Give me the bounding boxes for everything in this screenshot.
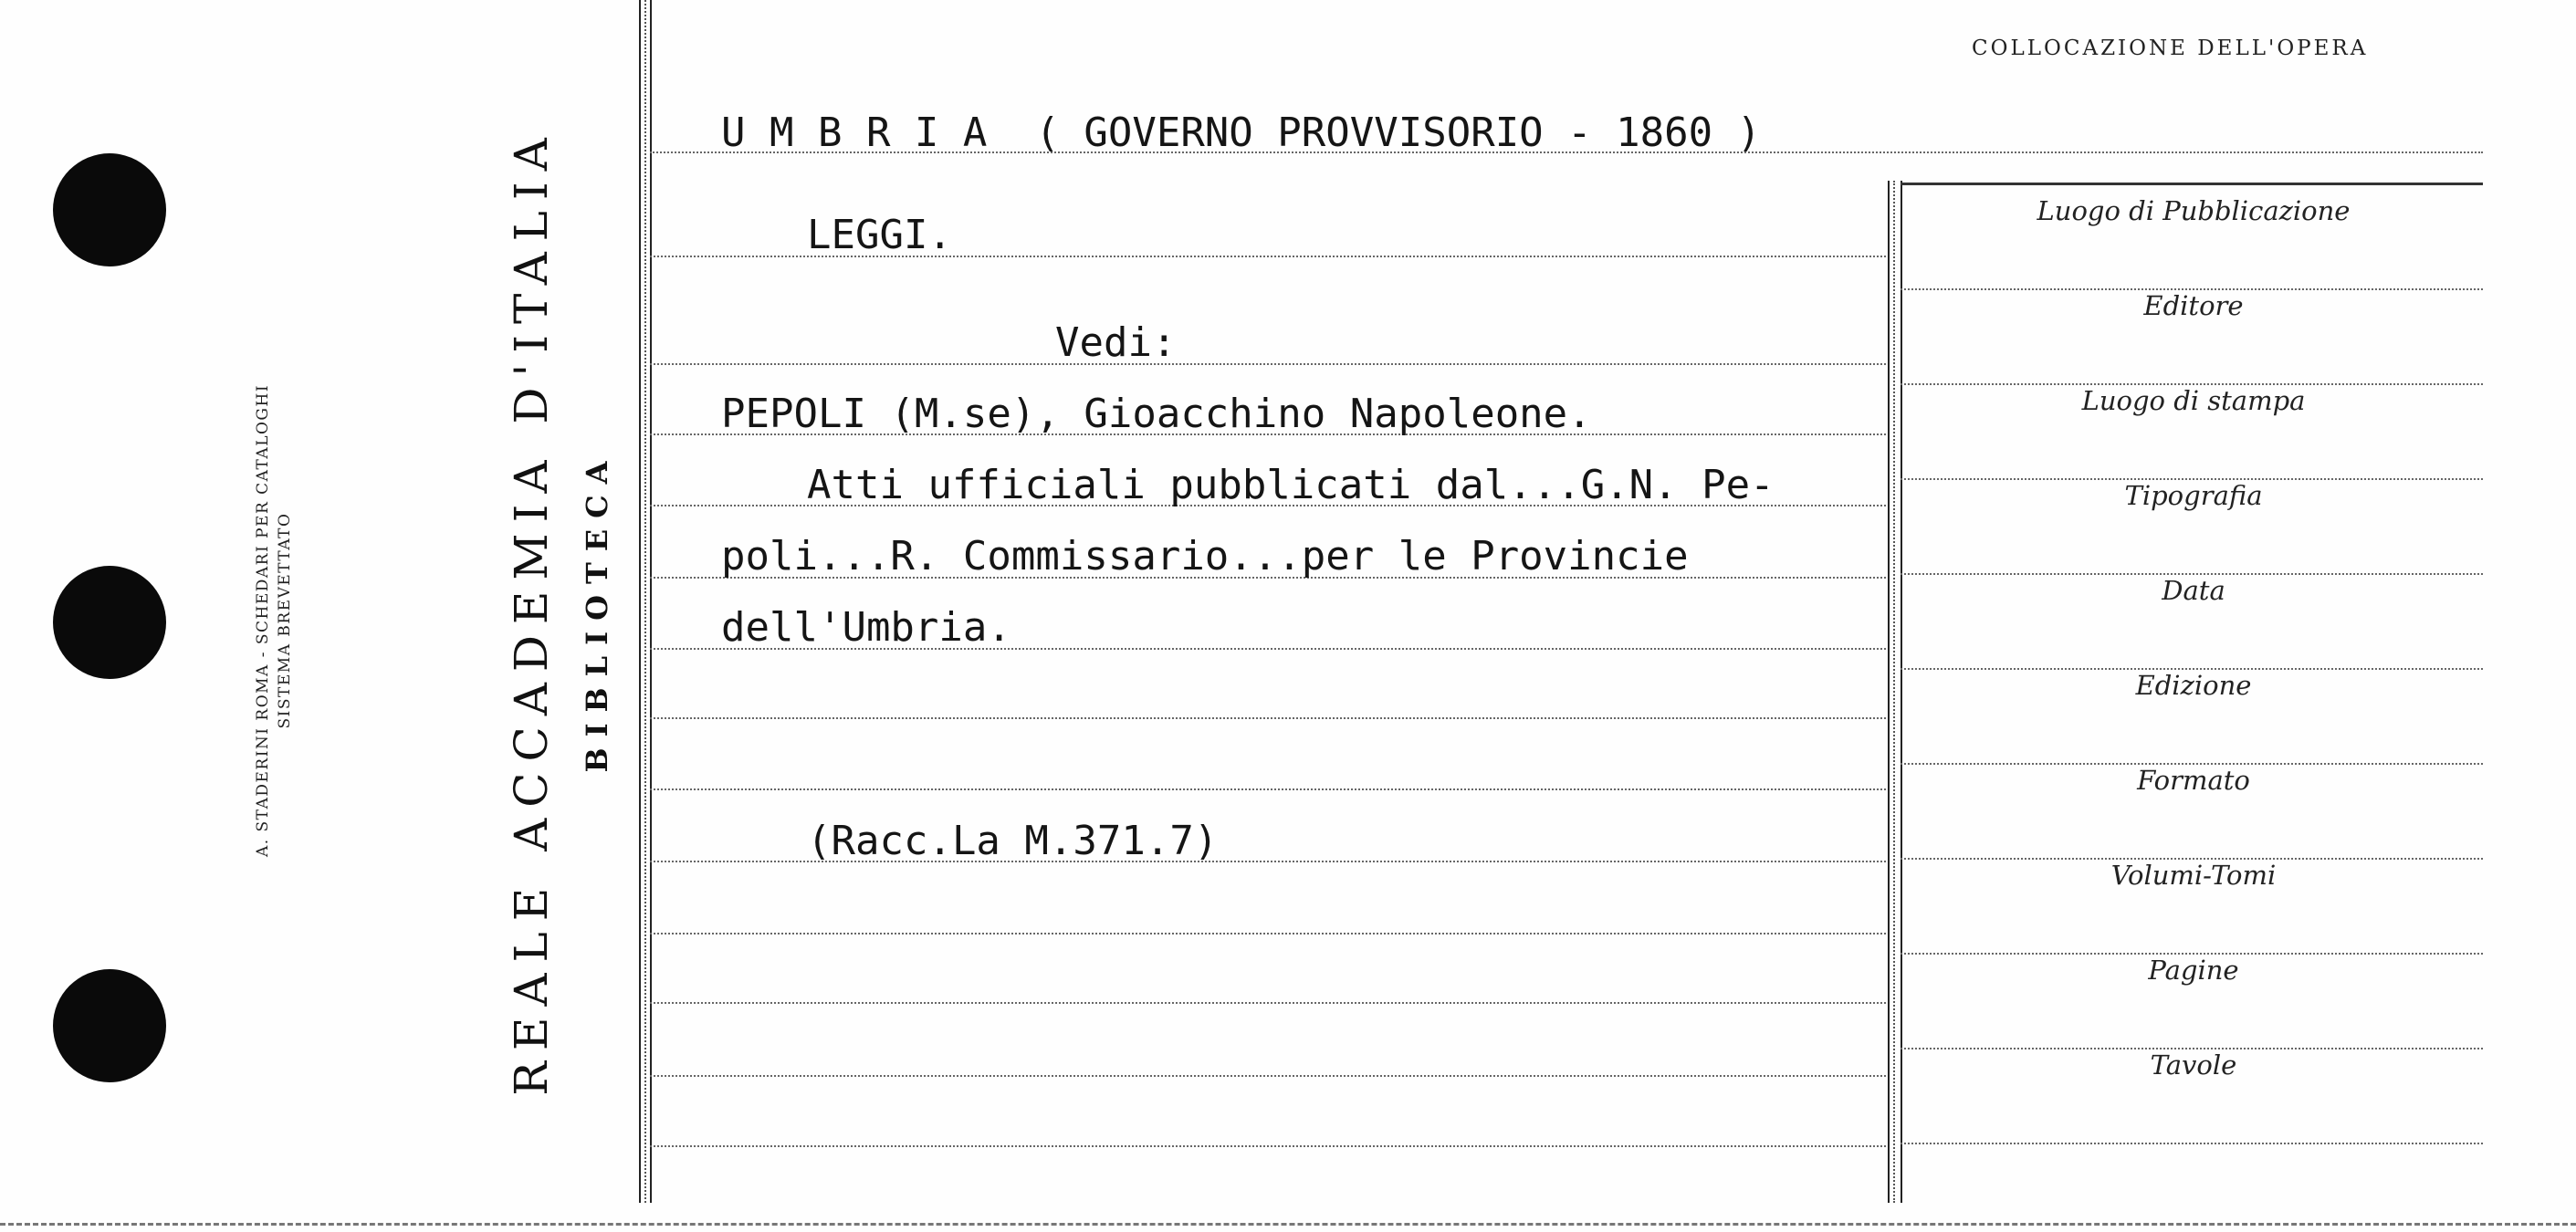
rule-line (650, 1002, 1886, 1004)
field-label-formato: Formato (2137, 765, 2250, 796)
field-label-editore: Editore (2143, 290, 2244, 321)
field-label-tipografia: Tipografia (2124, 480, 2263, 511)
punch-hole-middle (53, 566, 166, 679)
field-rule (1901, 1143, 2483, 1144)
field-label-tavole: Tavole (2150, 1049, 2237, 1081)
institution-name: REALE ACCADEMIA D'ITALIA (505, 127, 558, 1096)
rule-line (650, 1075, 1886, 1077)
field-column-line-3 (1901, 181, 1902, 1203)
field-label-volumi-tomi: Volumi-Tomi (2110, 860, 2277, 891)
rule-line (650, 933, 1886, 934)
field-label-pagine: Pagine (2148, 955, 2239, 986)
entry-shelfmark: (Racc.La M.371.7) (807, 818, 1219, 864)
rule-line (650, 717, 1886, 719)
rule-line (650, 363, 1886, 365)
printer-credit-line2: SISTEMA BREVETTATO (276, 512, 294, 729)
field-top-rule (1901, 183, 2483, 185)
entry-title-line1: Atti ufficiali pubblicati dal...G.N. Pe- (807, 462, 1775, 508)
card-bottom-edge (0, 1223, 2576, 1226)
field-label-luogo-stampa: Luogo di stampa (2081, 385, 2306, 416)
punch-hole-top (53, 153, 166, 266)
entry-title-line2: poli...R. Commissario...per le Provincie (721, 533, 1689, 579)
entry-title-line3: dell'Umbria. (721, 604, 1011, 651)
see-reference: Vedi: (1055, 319, 1177, 366)
entry-subheading: LEGGI. (807, 212, 952, 258)
rule-line (650, 788, 1886, 790)
entry-author: PEPOLI (M.se), Gioacchino Napoleone. (721, 391, 1592, 437)
field-label-edizione: Edizione (2135, 670, 2252, 701)
entry-heading: U M B R I A ( GOVERNO PROVVISORIO - 1860 ) (721, 110, 1762, 156)
left-margin-line-2 (644, 0, 646, 1203)
field-column-line-1 (1888, 181, 1890, 1203)
library-name: BIBLIOTECA (580, 450, 614, 773)
field-label-data: Data (2162, 575, 2225, 606)
left-margin-line-1 (639, 0, 641, 1203)
punch-hole-bottom (53, 969, 166, 1082)
collocazione-label: COLLOCAZIONE DELL'OPERA (1972, 37, 2369, 60)
field-column-line-2 (1893, 181, 1895, 1203)
field-label-luogo-pubblicazione: Luogo di Pubblicazione (2037, 195, 2351, 226)
left-margin-line-3 (650, 0, 652, 1203)
printer-credit-line1: A. STADERINI ROMA - SCHEDARI PER CATALOGHI (254, 383, 272, 858)
rule-line (650, 1145, 1886, 1147)
